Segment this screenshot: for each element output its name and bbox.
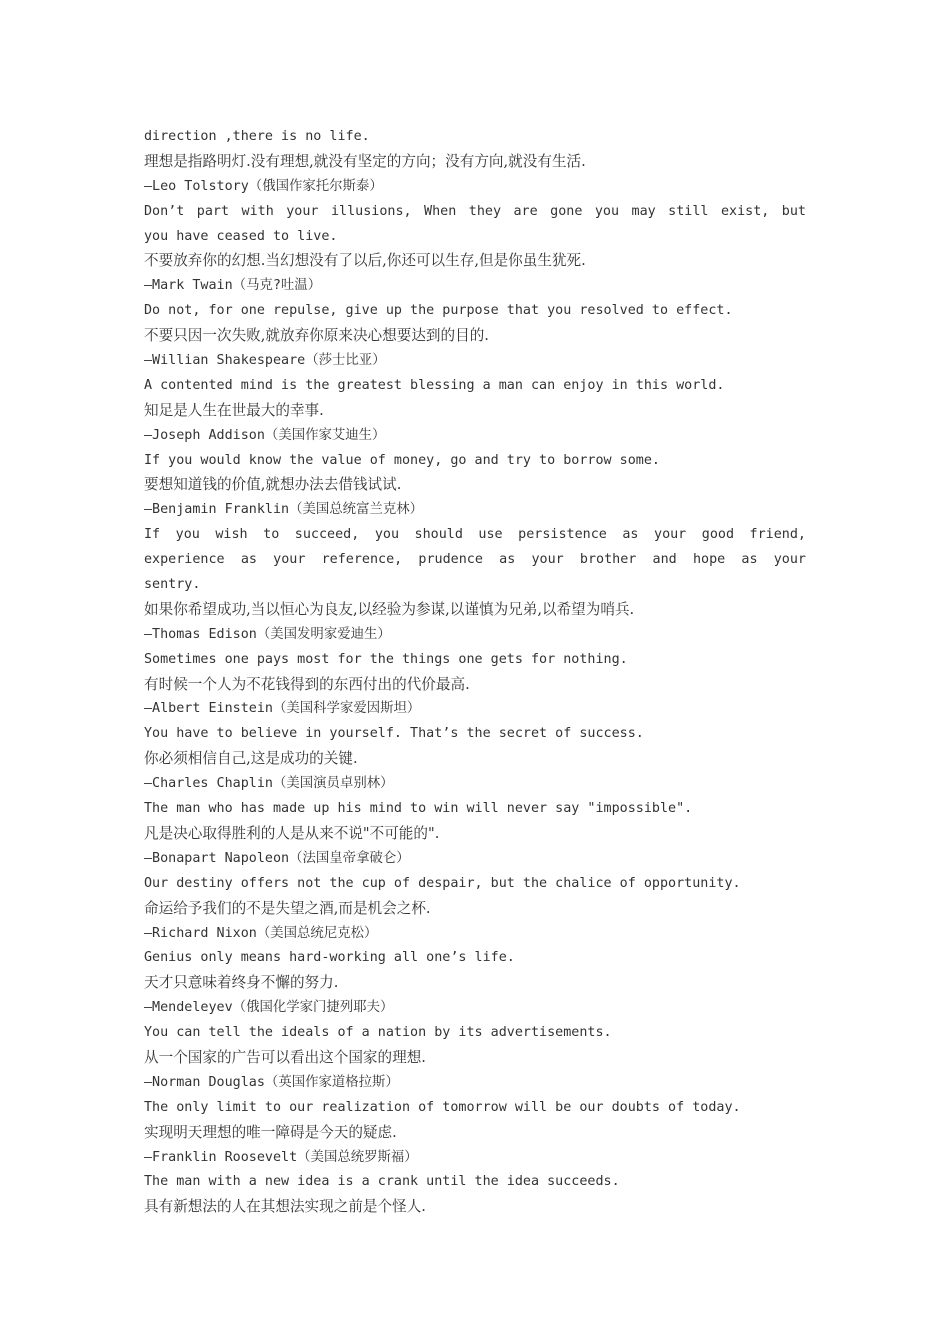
english-quote-line: Do not, for one repulse, give up the purpose that you resolved to effect.: [144, 303, 733, 319]
english-quote-line: You have to believe in yourself. That’s the secret of success.: [144, 726, 644, 742]
english-quote-line: The man who has made up his mind to win will never say "impossible".: [144, 801, 693, 817]
chinese-translation-line: 实现明天理想的唯一障碍是今天的疑虑.: [144, 1123, 397, 1141]
quote-attribution-line: —Charles Chaplin（美国演员卓别林）: [144, 776, 394, 792]
quote-attribution-line: —Benjamin Franklin（美国总统富兰克林）: [144, 502, 424, 518]
chinese-translation-line: 有时候一个人为不花钱得到的东西付出的代价最高.: [144, 675, 470, 693]
english-quote-line: Our destiny offers not the cup of despair, but the chalice of opportunity.: [144, 875, 741, 891]
quote-attribution-line: —Thomas Edison（美国发明家爱迪生）: [144, 626, 391, 642]
quote-attribution-line: —Mark Twain（马克?吐温）: [144, 278, 322, 294]
chinese-translation-line: 凡是决心取得胜利的人是从来不说"不可能的".: [144, 824, 440, 842]
chinese-translation-line: 如果你希望成功,当以恒心为良友,以经验为参谋,以谨慎为兄弟,以希望为哨兵.: [144, 600, 635, 618]
english-quote-line: A contented mind is the greatest blessing a man can enjoy in this world.: [144, 377, 725, 393]
chinese-translation-line: 不要只因一次失败,就放弃你原来决心想要达到的目的.: [144, 327, 489, 345]
quote-attribution-line: —Albert Einstein（美国科学家爱因斯坦）: [144, 701, 421, 717]
english-quote-line: experience as your reference, prudence as your brother and hope as your: [144, 552, 806, 568]
quote-attribution-line: —Norman Douglas（英国作家道格拉斯）: [144, 1074, 399, 1090]
chinese-translation-line: 具有新想法的人在其想法实现之前是个怪人.: [144, 1198, 426, 1216]
quote-attribution-line: —Leo Tolstory（俄国作家托尔斯泰）: [144, 178, 383, 194]
document-page: [144, 125, 806, 1220]
quote-attribution-line: —Bonapart Napoleon（法国皇帝拿破仑）: [144, 850, 410, 866]
english-quote-line: If you would know the value of money, go and try to borrow some.: [144, 452, 660, 468]
quote-attribution-line: —Franklin Roosevelt（美国总统罗斯福）: [144, 1149, 418, 1165]
chinese-translation-line: 天才只意味着终身不懈的努力.: [144, 974, 339, 992]
chinese-translation-line: 不要放弃你的幻想.当幻想没有了以后,你还可以生存,但是你虽生犹死.: [144, 252, 586, 270]
english-quote-line: If you wish to succeed, you should use persistence as your good friend,: [144, 527, 806, 543]
english-quote-line: sentry.: [144, 577, 201, 593]
english-quote-line: You can tell the ideals of a nation by its advertisements.: [144, 1025, 612, 1041]
chinese-translation-line: 你必须相信自己,这是成功的关键.: [144, 750, 358, 768]
quote-attribution-line: —Mendeleyev（俄国化学家门捷列耶夫）: [144, 1000, 394, 1016]
chinese-translation-line: 命运给予我们的不是失望之酒,而是机会之杯.: [144, 899, 431, 917]
english-quote-line: Don’t part with your illusions, When they are gone you may still exist, but: [144, 203, 806, 219]
chinese-translation-line: 理想是指路明灯.没有理想,就没有坚定的方向；没有方向,就没有生活.: [144, 152, 586, 170]
english-quote-line: you have ceased to live.: [144, 228, 338, 244]
english-quote-line: Sometimes one pays most for the things one gets for nothing.: [144, 651, 628, 667]
english-quote-line: Genius only means hard-working all one’s life.: [144, 950, 515, 966]
quote-attribution-line: —Joseph Addison（美国作家艾迪生）: [144, 427, 386, 443]
quote-attribution-line: —Willian Shakespeare（莎士比亚）: [144, 353, 386, 369]
english-quote-line: direction ,there is no life.: [144, 129, 370, 144]
chinese-translation-line: 从一个国家的广告可以看出这个国家的理想.: [144, 1048, 426, 1066]
english-quote-line: The only limit to our realization of tomorrow will be our doubts of today.: [144, 1099, 741, 1115]
english-quote-line: The man with a new idea is a crank until the idea succeeds.: [144, 1174, 620, 1190]
quote-attribution-line: —Richard Nixon（美国总统尼克松）: [144, 925, 378, 941]
chinese-translation-line: 知足是人生在世最大的幸事.: [144, 401, 324, 419]
chinese-translation-line: 要想知道钱的价值,就想办法去借钱试试.: [144, 476, 402, 494]
